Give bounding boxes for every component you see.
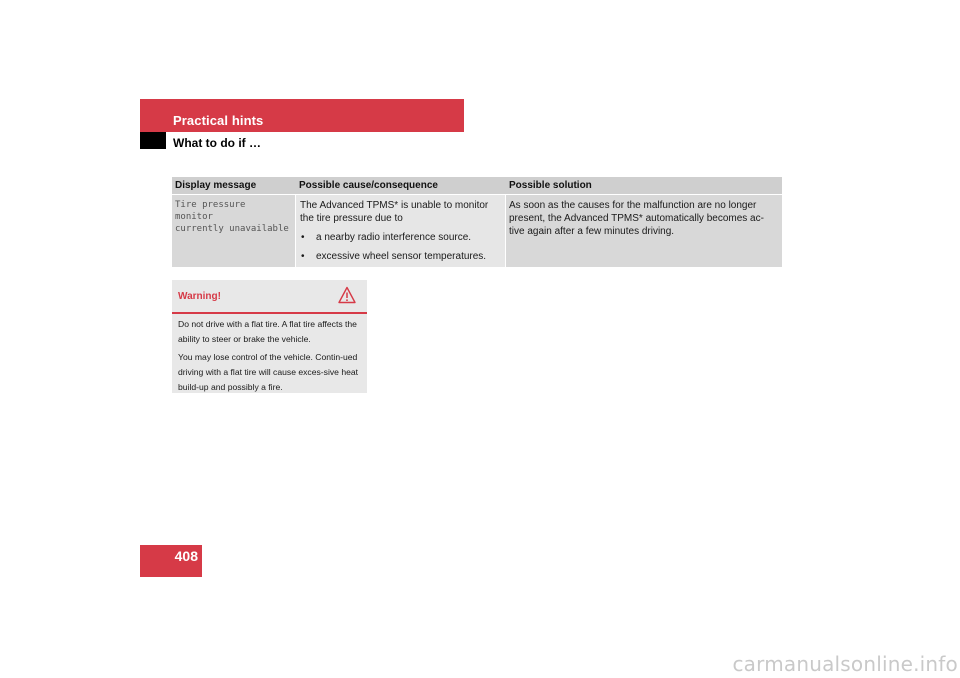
cause-cell [296, 195, 506, 267]
column-header-cause: Possible cause/consequence [299, 180, 438, 191]
cause-bullet-text: excessive wheel sensor temperatures. [316, 251, 487, 262]
page-number-box [140, 545, 202, 577]
table-header-row [172, 177, 782, 194]
display-message-line: currently unavailable [175, 224, 289, 234]
warning-paragraph: You may lose control of the vehicle. Contin-ued driving with a flat tire will cause exces-sive heat build-up and possibly a fire. [178, 352, 359, 392]
warning-header [172, 280, 367, 314]
bullet-icon: • [301, 251, 305, 262]
list-item [300, 231, 501, 244]
section-title: Practical hints [173, 113, 264, 128]
list-item [300, 250, 501, 263]
warning-paragraph: Do not drive with a flat tire. A flat tire affects the ability to steer or brake the vehicle. [178, 319, 357, 344]
warning-box [172, 280, 367, 393]
solution-cell: As soon as the causes for the malfunction are no longer present, the Advanced TPMS* automatically becomes ac-tive again after a few minutes driving. [506, 195, 782, 267]
cause-list [300, 231, 501, 263]
warning-body [172, 314, 367, 395]
display-message-line: Tire pressure [175, 200, 246, 210]
page-number: 408 [174, 548, 198, 564]
table-row [172, 194, 782, 267]
cause-bullet-text: a nearby radio interference source. [316, 232, 472, 243]
watermark: carmanualsonline.info [732, 652, 958, 676]
cause-intro: The Advanced TPMS* is unable to monitor the tire pressure due to [300, 200, 489, 224]
warning-triangle-icon [338, 286, 356, 304]
column-header-solution: Possible solution [509, 180, 592, 191]
section-subtitle: What to do if … [173, 136, 261, 150]
warning-label: Warning! [178, 291, 221, 302]
column-header-display-message: Display message [175, 180, 257, 191]
display-message-cell [172, 195, 296, 267]
bullet-icon: • [301, 232, 305, 243]
display-message-line: monitor [175, 212, 213, 222]
section-marker [140, 132, 166, 149]
troubleshooting-table [172, 177, 782, 267]
